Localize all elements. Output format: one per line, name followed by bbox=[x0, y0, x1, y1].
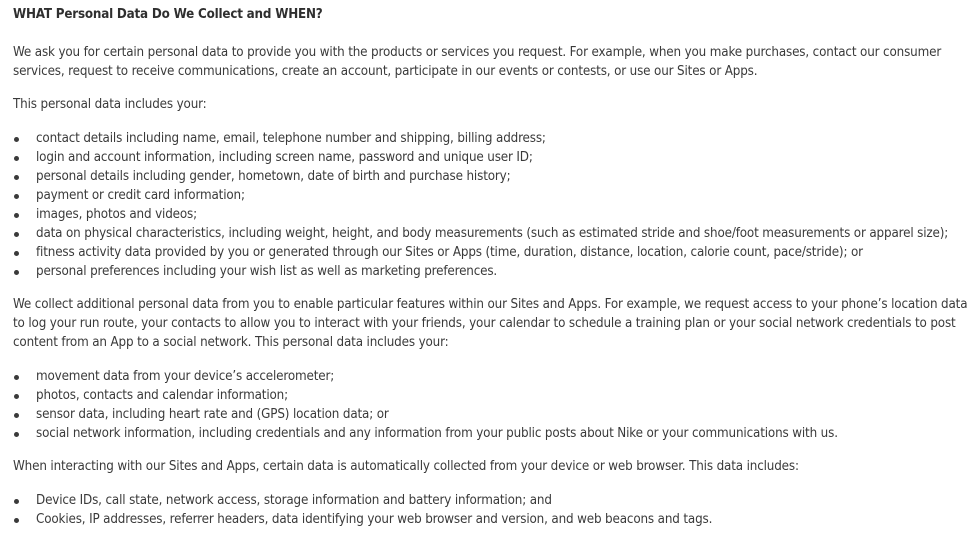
includes-label: This personal data includes your: bbox=[13, 97, 207, 112]
bullet-icon bbox=[14, 432, 19, 437]
additional-paragraph bbox=[13, 295, 968, 352]
additional-line-1: We collect additional personal data from you to enable particular features within our Sites and Apps. For example, we request access to your phone’s location data bbox=[13, 297, 968, 312]
list-item: login and account information, including screen name, password and unique user ID; bbox=[13, 148, 964, 167]
list-item: images, photos and videos; bbox=[13, 205, 964, 224]
bullet-icon bbox=[14, 175, 19, 180]
intro-paragraph bbox=[13, 43, 964, 81]
bullet-icon bbox=[14, 518, 19, 523]
bullet-icon bbox=[14, 375, 19, 380]
list-item: personal details including gender, hometown, date of birth and purchase history; bbox=[13, 167, 964, 186]
list-item: data on physical characteristics, including weight, height, and body measurements (such as estimated stride and shoe/foot measurements or apparel size); bbox=[13, 224, 964, 243]
automatic-data-list bbox=[13, 491, 964, 529]
bullet-icon bbox=[14, 156, 19, 161]
bullet-icon bbox=[14, 394, 19, 399]
list-item: photos, contacts and calendar information; bbox=[13, 386, 964, 405]
bullet-icon bbox=[14, 137, 19, 142]
list-item: movement data from your device’s accelerometer; bbox=[13, 367, 964, 386]
bullet-icon bbox=[14, 251, 19, 256]
list-item: Device IDs, call state, network access, storage information and battery information; and bbox=[13, 491, 964, 510]
bullet-icon bbox=[14, 232, 19, 237]
bullet-icon bbox=[14, 194, 19, 199]
personal-data-list bbox=[13, 129, 964, 281]
additional-line-3: content from an App to a social network. This personal data includes your: bbox=[13, 335, 449, 350]
list-item: social network information, including credentials and any information from your public posts about Nike or your communications with us. bbox=[13, 424, 964, 443]
intro-line-1: We ask you for certain personal data to provide you with the products or services you request. For example, when you make purchases, contact our consumer bbox=[13, 45, 942, 60]
additional-line-2: to log your run route, your contacts to allow you to interact with your friends, your calendar to schedule a training plan or your social network credentials to post bbox=[13, 316, 956, 331]
list-item: payment or credit card information; bbox=[13, 186, 964, 205]
list-item: personal preferences including your wish list as well as marketing preferences. bbox=[13, 262, 964, 281]
list-item: contact details including name, email, telephone number and shipping, billing address; bbox=[13, 129, 964, 148]
list-item: Cookies, IP addresses, referrer headers, data identifying your web browser and version, and web beacons and tags. bbox=[13, 510, 964, 529]
intro-line-2: services, request to receive communications, create an account, participate in our events or contests, or use our Sites or Apps. bbox=[13, 64, 758, 79]
list-item: sensor data, including heart rate and (GPS) location data; or bbox=[13, 405, 964, 424]
bullet-icon bbox=[14, 499, 19, 504]
section-heading: WHAT Personal Data Do We Collect and WHEN? bbox=[13, 7, 323, 22]
bullet-icon bbox=[14, 213, 19, 218]
automatic-paragraph: When interacting with our Sites and Apps, certain data is automatically collected from your device or web browser. This data includes: bbox=[13, 459, 799, 474]
bullet-icon bbox=[14, 413, 19, 418]
feature-data-list bbox=[13, 367, 964, 443]
list-item: fitness activity data provided by you or generated through our Sites or Apps (time, duration, distance, location, calorie count, pace/stride); or bbox=[13, 243, 964, 262]
bullet-icon bbox=[14, 270, 19, 275]
